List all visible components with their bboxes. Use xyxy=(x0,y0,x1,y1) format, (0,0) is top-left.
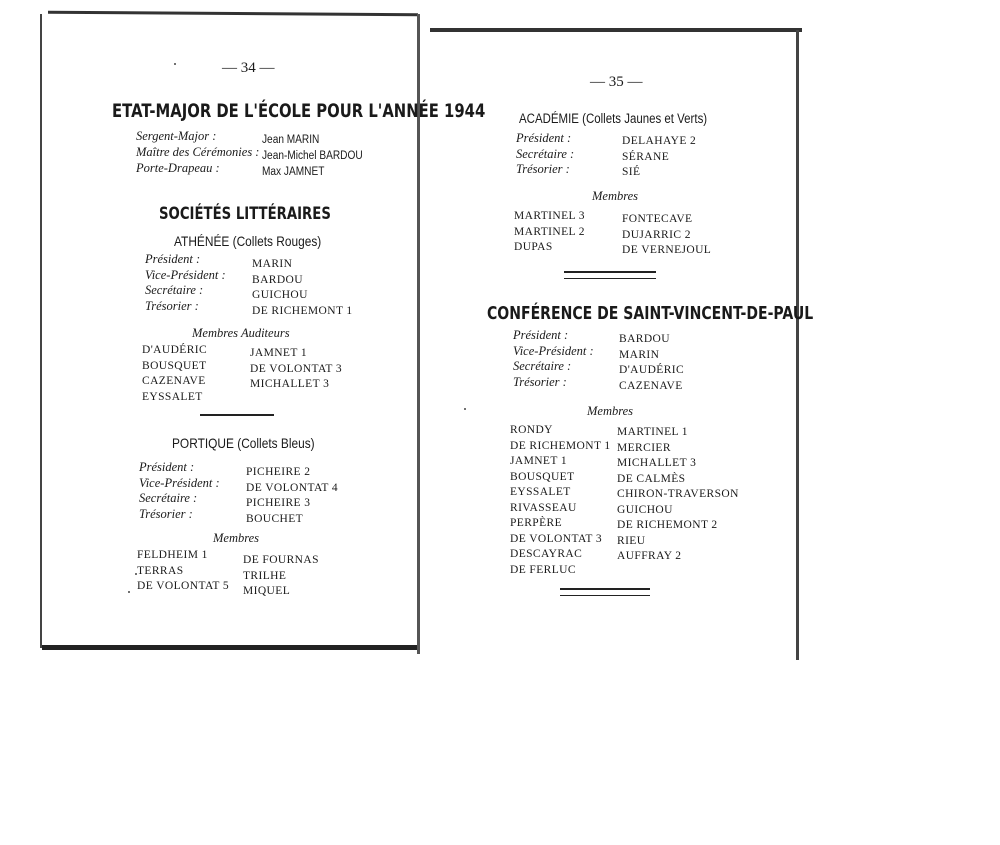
conference-members-label: Membres xyxy=(587,404,634,418)
academie-officer-names xyxy=(622,134,696,181)
member: GUICHOU xyxy=(617,503,673,516)
left-page-left-edge xyxy=(40,14,42,648)
officer-role: Trésorier : xyxy=(145,298,199,313)
paper-speck xyxy=(135,573,137,575)
athenee-members-col2 xyxy=(250,346,342,393)
member: DE RICHEMONT 1 xyxy=(510,439,611,452)
member: D'AUDÉRIC xyxy=(142,344,208,356)
officer-role: Président : xyxy=(513,328,569,342)
officer-name: GUICHOU xyxy=(252,289,308,301)
staff-role: Porte-Drapeau : xyxy=(136,161,220,175)
portique-members-label: Membres xyxy=(213,531,260,545)
member: CAZENAVE xyxy=(142,375,206,387)
officer-role: Secrétaire : xyxy=(139,491,198,505)
staff-name: Jean MARIN xyxy=(262,134,320,146)
academie-roles xyxy=(516,131,574,178)
officer-name: BARDOU xyxy=(619,333,670,345)
conference-roles xyxy=(513,328,594,390)
officer-name: SIÉ xyxy=(622,166,641,178)
member: MIQUEL xyxy=(243,585,291,597)
staff-title: ETAT-MAJOR DE L'ÉCOLE POUR L'ANNÉE 1944 xyxy=(112,100,486,122)
member: PERPÈRE xyxy=(510,517,563,529)
member: MERCIER xyxy=(617,441,671,454)
staff-names xyxy=(262,132,363,180)
officer-name: CAZENAVE xyxy=(619,379,683,392)
academie-members-col1 xyxy=(514,209,585,256)
athenee-members-col1 xyxy=(142,343,207,405)
officer-name: DE RICHEMONT 1 xyxy=(252,304,353,317)
member: DE FOURNAS xyxy=(243,554,319,566)
member: MICHALLET 3 xyxy=(250,378,330,390)
member: EYSSALET xyxy=(510,486,571,498)
conference-officer-names xyxy=(619,332,684,394)
member: DUJARRIC 2 xyxy=(622,228,691,241)
officer-role: Président : xyxy=(516,131,572,145)
officer-role: Président : xyxy=(139,460,195,474)
member: DESCAYRAC xyxy=(510,548,583,560)
member: FONTECAVE xyxy=(622,213,693,225)
officer-role: Vice-Président : xyxy=(139,475,220,490)
member: JAMNET 1 xyxy=(510,455,567,467)
page-number-right: — 35 — xyxy=(590,74,643,90)
left-page-bottom-edge xyxy=(42,645,418,650)
officer-role: Secrétaire : xyxy=(513,359,572,373)
member: DE VOLONTAT 3 xyxy=(510,532,603,545)
paper-speck xyxy=(128,591,130,593)
athenee-officer-names xyxy=(252,257,353,319)
staff-role: Maître des Cérémonies : xyxy=(136,145,260,159)
member: TERRAS xyxy=(137,564,184,577)
member: MARTINEL 2 xyxy=(514,225,585,238)
academie-title: ACADÉMIE (Collets Jaunes et Verts) xyxy=(519,111,708,126)
officer-name: PICHEIRE 3 xyxy=(246,497,311,509)
member: DUPAS xyxy=(514,241,553,253)
member: RONDY xyxy=(510,424,553,436)
member: MARTINEL 1 xyxy=(617,426,688,438)
member: MARTINEL 3 xyxy=(514,210,585,222)
officer-role: Président : xyxy=(145,252,201,266)
member: FELDHEIM 1 xyxy=(137,549,208,561)
officer-name: BOUCHET xyxy=(246,512,304,525)
member: DE VOLONTAT 5 xyxy=(137,580,230,592)
staff-roles xyxy=(136,128,259,176)
staff-name: Jean-Michel BARDOU xyxy=(262,150,363,162)
conference-members-col1 xyxy=(510,423,611,578)
member: BOUSQUET xyxy=(510,470,575,483)
conference-title: CONFÉRENCE DE SAINT-VINCENT-DE-PAUL xyxy=(487,303,814,324)
section-divider xyxy=(560,588,650,596)
member: AUFFRAY 2 xyxy=(617,550,682,562)
officer-role: Trésorier : xyxy=(139,506,193,521)
page-number-left: — 34 — xyxy=(222,60,275,76)
member: DE CALMÈS xyxy=(617,472,686,485)
member: CHIRON-TRAVERSON xyxy=(617,488,739,500)
academie-members-col2 xyxy=(622,212,711,259)
portique-title: PORTIQUE (Collets Bleus) xyxy=(172,435,315,451)
officer-role: Vice-Président : xyxy=(513,343,594,358)
paper-speck xyxy=(464,408,466,410)
portique-members-col2 xyxy=(243,553,319,600)
officer-name: MARIN xyxy=(252,258,293,270)
academie-members-label: Membres xyxy=(592,189,639,203)
paper-speck xyxy=(174,63,176,65)
officer-name: BARDOU xyxy=(252,273,303,286)
member: JAMNET 1 xyxy=(250,347,307,359)
section-divider xyxy=(200,414,274,416)
officer-name: D'AUDÉRIC xyxy=(619,364,685,376)
portique-members-col1 xyxy=(137,548,229,595)
member: RIEU xyxy=(617,534,646,547)
staff-role: Sergent-Major : xyxy=(136,129,217,143)
member: DE VERNEJOUL xyxy=(622,244,712,256)
staff-name: Max JAMNET xyxy=(262,166,325,178)
portique-officer-names xyxy=(246,465,338,527)
member: RIVASSEAU xyxy=(510,501,577,514)
officer-name: DELAHAYE 2 xyxy=(622,135,697,147)
right-page-right-edge xyxy=(796,30,799,660)
conference-members-col2 xyxy=(617,425,739,565)
member: BOUSQUET xyxy=(142,359,207,372)
officer-name: SÉRANE xyxy=(622,150,670,163)
member: MICHALLET 3 xyxy=(617,457,697,469)
officer-name: PICHEIRE 2 xyxy=(246,466,311,478)
member: TRILHE xyxy=(243,569,287,582)
portique-roles xyxy=(139,460,220,522)
athenee-title: ATHÉNÉE (Collets Rouges) xyxy=(174,233,322,249)
member: DE VOLONTAT 3 xyxy=(250,362,343,375)
officer-name: MARIN xyxy=(619,348,660,361)
member: EYSSALET xyxy=(142,390,203,403)
athenee-roles xyxy=(145,252,226,314)
officer-name: DE VOLONTAT 4 xyxy=(246,481,339,494)
member: DE FERLUC xyxy=(510,563,576,576)
societies-title: SOCIÉTÉS LITTÉRAIRES xyxy=(159,204,331,224)
officer-role: Trésorier : xyxy=(513,374,567,389)
officer-role: Vice-Président : xyxy=(145,267,226,282)
section-divider xyxy=(564,271,656,279)
athenee-members-label: Membres Auditeurs xyxy=(192,326,290,340)
right-page-top-edge xyxy=(430,28,802,32)
officer-role: Trésorier : xyxy=(516,162,570,176)
officer-role: Secrétaire : xyxy=(516,146,575,161)
officer-role: Secrétaire : xyxy=(145,283,204,297)
member: DE RICHEMONT 2 xyxy=(617,519,718,531)
